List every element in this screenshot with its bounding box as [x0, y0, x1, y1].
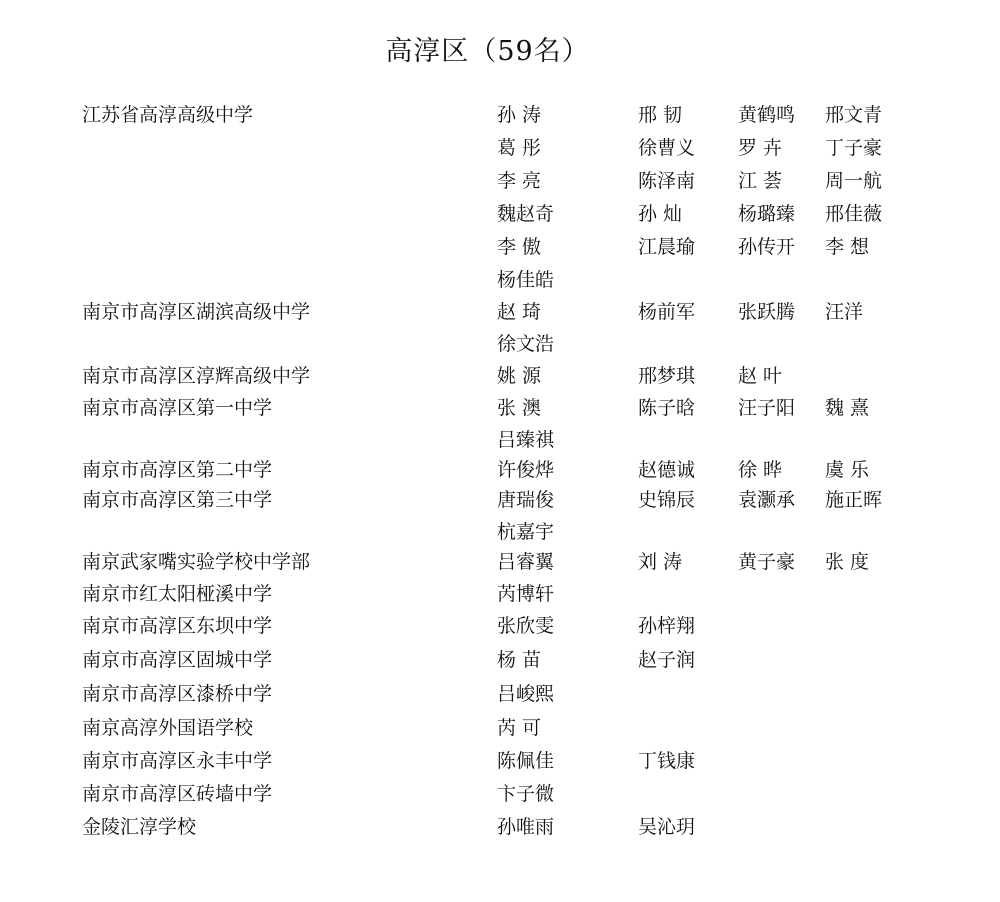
student-name: 张 度 — [825, 551, 870, 573]
student-name: 杨前军 — [638, 301, 696, 323]
student-name: 孙传开 — [738, 236, 796, 258]
student-name: 吕峻熙 — [497, 683, 555, 705]
school-name: 南京市高淳区淳辉高级中学 — [82, 365, 311, 387]
student-name: 唐瑞俊 — [497, 489, 555, 511]
student-name: 黄子豪 — [738, 551, 796, 573]
student-name: 吕睿翼 — [497, 551, 555, 573]
school-name: 金陵汇淳学校 — [82, 816, 197, 838]
school-name: 南京市高淳区第二中学 — [82, 459, 273, 481]
student-name: 刘 涛 — [638, 551, 683, 573]
student-name: 史锦辰 — [638, 489, 696, 511]
student-name: 葛 彤 — [497, 137, 542, 159]
school-name: 江苏省高淳高级中学 — [82, 104, 254, 126]
student-name: 徐文浩 — [497, 333, 555, 355]
student-name: 陈佩佳 — [497, 750, 555, 772]
student-name: 邢佳薇 — [825, 203, 883, 225]
student-name: 杨 苗 — [497, 649, 542, 671]
student-name: 张欣雯 — [497, 615, 555, 637]
student-name: 周一航 — [825, 170, 883, 192]
school-name: 南京市高淳区漆桥中学 — [82, 683, 273, 705]
student-name: 丁子豪 — [825, 137, 883, 159]
student-name: 罗 卉 — [738, 137, 783, 159]
student-name: 孙 灿 — [638, 203, 683, 225]
student-name: 吕臻祺 — [497, 429, 555, 451]
student-name: 赵子润 — [638, 649, 696, 671]
page-title — [0, 34, 975, 70]
student-name: 魏赵奇 — [497, 203, 555, 225]
student-name: 丁钱康 — [638, 750, 696, 772]
student-name: 邢 韧 — [638, 104, 683, 126]
student-name: 芮博轩 — [497, 583, 555, 605]
school-name: 南京武家嘴实验学校中学部 — [82, 551, 311, 573]
student-name: 汪洋 — [825, 301, 864, 323]
student-name: 孙 涛 — [497, 104, 542, 126]
school-name: 南京市高淳区第一中学 — [82, 397, 273, 419]
student-name: 李 傲 — [497, 236, 542, 258]
student-name: 魏 熹 — [825, 397, 870, 419]
school-name: 南京市高淳区第三中学 — [82, 489, 273, 511]
title-open-paren: （ — [469, 36, 498, 67]
student-name: 卞子微 — [497, 783, 555, 805]
district-name: 高淳区 — [385, 36, 470, 67]
school-name: 南京市高淳区湖滨高级中学 — [82, 301, 311, 323]
student-name: 陈子晗 — [638, 397, 696, 419]
student-name: 虞 乐 — [825, 459, 870, 481]
student-name: 邢梦琪 — [638, 365, 696, 387]
student-name: 李 亮 — [497, 170, 542, 192]
student-name: 黄鹤鸣 — [738, 104, 796, 126]
student-name: 李 想 — [825, 236, 870, 258]
student-name: 杨璐臻 — [738, 203, 796, 225]
student-name: 孙梓翔 — [638, 615, 696, 637]
student-name: 张跃腾 — [738, 301, 796, 323]
student-name: 孙唯雨 — [497, 816, 555, 838]
student-name: 赵 琦 — [497, 301, 542, 323]
student-name: 施正晖 — [825, 489, 883, 511]
student-name: 许俊烨 — [497, 459, 555, 481]
title-close-paren: ） — [561, 36, 590, 67]
student-name: 江晨瑜 — [638, 236, 696, 258]
student-name: 袁灏承 — [738, 489, 796, 511]
school-name: 南京高淳外国语学校 — [82, 717, 254, 739]
student-name: 赵 叶 — [738, 365, 783, 387]
student-name: 徐曹义 — [638, 137, 696, 159]
student-name: 徐 晔 — [738, 459, 783, 481]
count-unit: 名 — [533, 36, 562, 67]
award-count: 59 — [497, 36, 534, 67]
student-name: 邢文青 — [825, 104, 883, 126]
school-name: 南京市高淳区砖墙中学 — [82, 783, 273, 805]
school-name: 南京市高淳区东坝中学 — [82, 615, 273, 637]
school-name: 南京市高淳区固城中学 — [82, 649, 273, 671]
student-name: 陈泽南 — [638, 170, 696, 192]
student-name: 江 荟 — [738, 170, 783, 192]
school-name: 南京市红太阳桠溪中学 — [82, 583, 273, 605]
student-name: 赵德诚 — [638, 459, 696, 481]
student-name: 杭嘉宇 — [497, 521, 555, 543]
student-name: 杨佳皓 — [497, 269, 555, 291]
student-name: 姚 源 — [497, 365, 542, 387]
student-name: 汪子阳 — [738, 397, 796, 419]
student-name: 芮 可 — [497, 717, 542, 739]
school-name: 南京市高淳区永丰中学 — [82, 750, 273, 772]
student-name: 张 澳 — [497, 397, 542, 419]
student-name: 吴沁玥 — [638, 816, 696, 838]
